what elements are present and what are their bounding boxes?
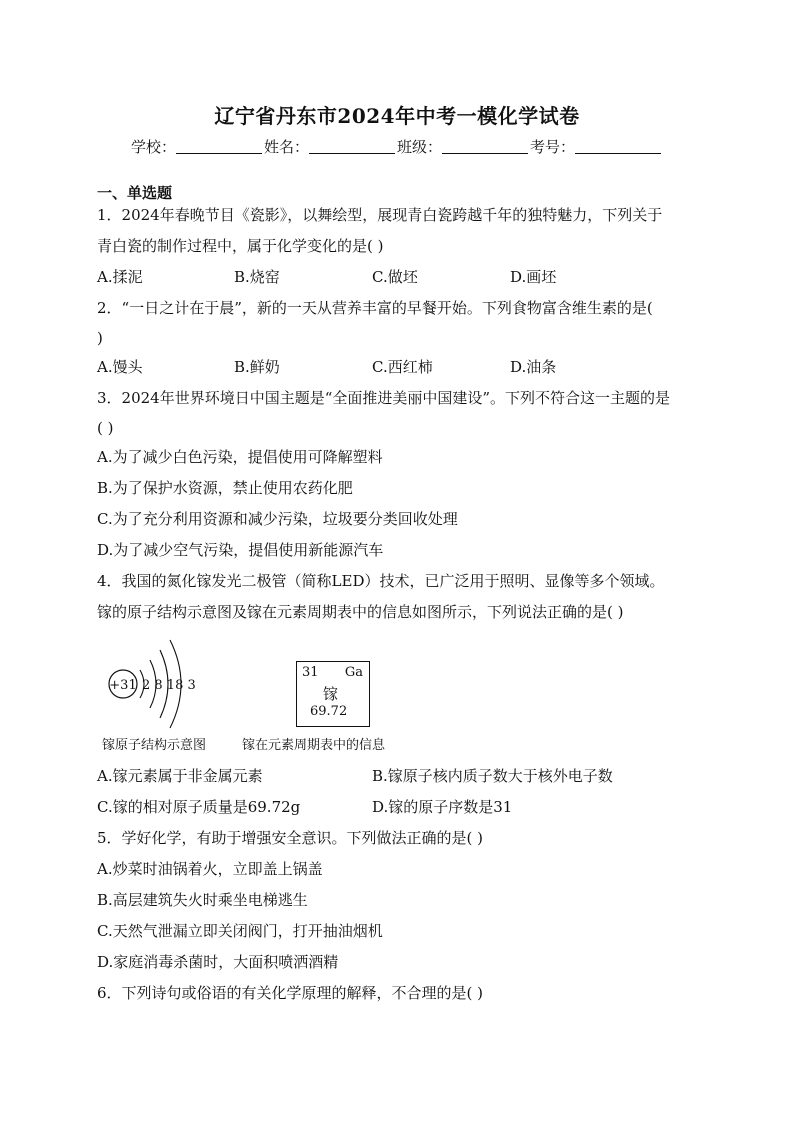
question-2-option-b: B.鲜奶	[234, 358, 280, 376]
caption-atom-structure: 镓原子结构示意图	[102, 738, 207, 753]
question-2-option-c: C.西红柿	[372, 358, 433, 376]
question-5-option-d: D.家庭消毒杀菌时，大面积喷洒酒精	[97, 953, 339, 971]
question-5-line-1: 5．学好化学，有助于增强安全意识。下列做法正确的是( )	[97, 829, 484, 847]
question-1-option-b: B.烧窑	[234, 268, 280, 286]
question-4-option-a: A.镓元素属于非金属元素	[97, 767, 263, 785]
question-2-option-a: A.馒头	[97, 358, 143, 376]
class-label: 班级：	[397, 138, 443, 156]
question-2-option-d: D.油条	[510, 358, 557, 376]
question-3-option-b: B.为了保护水资源，禁止使用农药化肥	[97, 479, 353, 497]
element-name: 镓	[323, 685, 339, 703]
name-blank	[309, 139, 395, 154]
student-info-row	[0, 136, 794, 157]
periodic-table-cell	[296, 661, 370, 727]
atom-structure-diagram	[100, 636, 220, 736]
atomic-number: 31	[302, 665, 319, 680]
question-5-option-a: A.炒菜时油锅着火，立即盖上锅盖	[97, 860, 323, 878]
element-symbol: Ga	[344, 665, 363, 680]
question-1-line-2: 青白瓷的制作过程中，属于化学变化的是( )	[97, 237, 384, 255]
class-blank	[442, 139, 528, 154]
question-4-option-d: D.镓的原子序数是31	[372, 798, 513, 816]
question-1-option-a: A.揉泥	[97, 268, 143, 286]
school-label: 学校：	[130, 138, 176, 156]
exam-number-blank	[575, 139, 661, 154]
question-2-line-1: 2．“一日之计在于晨”，新的一天从营养丰富的早餐开始。下列食物富含维生素的是(	[97, 299, 653, 317]
question-4-line-1: 4．我国的氮化镓发光二极管（简称LED）技术，已广泛用于照明、显像等多个领域。	[97, 572, 665, 590]
question-5-option-c: C.天然气泄漏立即关闭阀门，打开抽油烟机	[97, 922, 383, 940]
nucleus-charge: +31	[109, 678, 137, 693]
gallium-figure	[100, 636, 440, 756]
question-2-line-2: )	[97, 329, 103, 347]
question-4-option-c: C.镓的相对原子质量是69.72g	[97, 798, 301, 816]
electron-counts: 2 8 18 3	[142, 678, 196, 693]
question-3-option-d: D.为了减少空气污染，提倡使用新能源汽车	[97, 541, 384, 559]
name-label: 姓名：	[263, 138, 309, 156]
question-6-line-1: 6．下列诗句或俗语的有关化学原理的解释，不合理的是( )	[97, 984, 484, 1002]
question-1-option-d: D.画坯	[510, 268, 557, 286]
question-3-option-c: C.为了充分利用资源和减少污染，垃圾要分类回收处理	[97, 510, 458, 528]
section-heading: 一、单选题	[97, 184, 173, 202]
question-4-option-b: B.镓原子核内质子数大于核外电子数	[372, 767, 613, 785]
question-3-option-a: A.为了减少白色污染，提倡使用可降解塑料	[97, 448, 383, 466]
question-1-option-c: C.做坯	[372, 268, 418, 286]
question-3-line-1: 3．2024年世界环境日中国主题是“全面推进美丽中国建设”。下列不符合这一主题的是	[97, 389, 671, 407]
caption-periodic-info: 镓在元素周期表中的信息	[242, 738, 386, 753]
question-5-option-b: B.高层建筑失火时乘坐电梯逃生	[97, 891, 308, 909]
question-4-line-2: 镓的原子结构示意图及镓在元素周期表中的信息如图所示，下列说法正确的是( )	[97, 603, 624, 621]
school-blank	[176, 139, 262, 154]
question-3-line-2: ( )	[97, 419, 114, 437]
exam-title: 辽宁省丹东市2024年中考一模化学试卷	[214, 104, 580, 128]
atomic-mass: 69.72	[310, 704, 348, 719]
question-1-line-1: 1．2024年春晚节目《瓷影》，以舞绘型，展现青白瓷跨越千年的独特魅力，下列关于	[97, 206, 663, 224]
exam-number-label: 考号：	[530, 138, 576, 156]
